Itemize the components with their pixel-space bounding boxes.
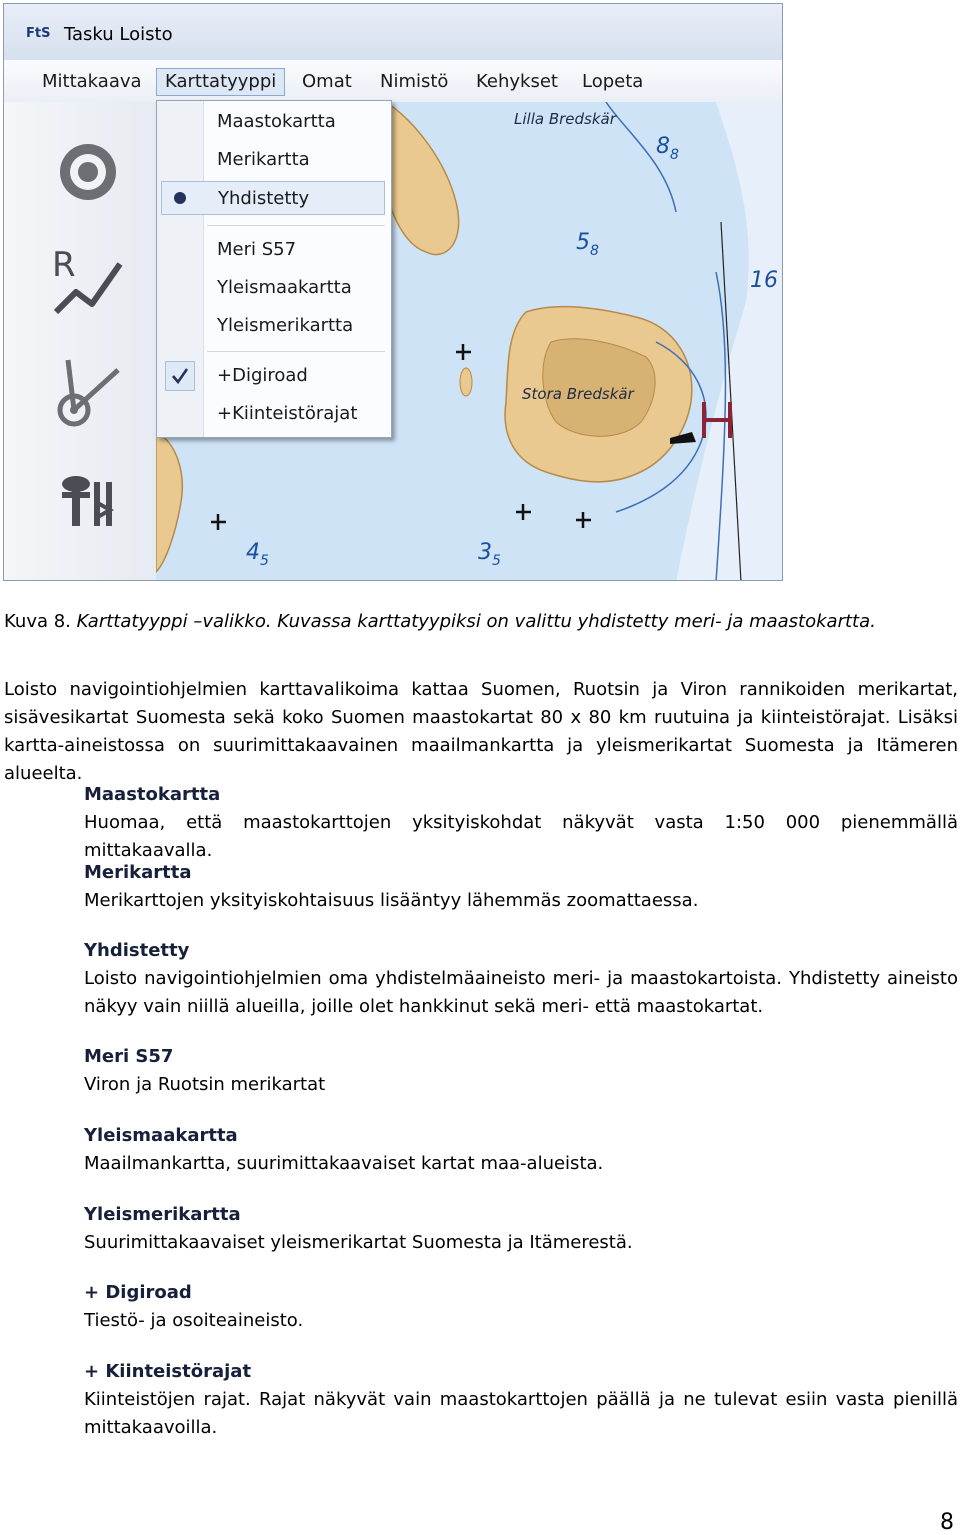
buoy-depth-icon[interactable]: [48, 462, 128, 542]
menu-option-yhdistetty[interactable]: Yhdistetty: [161, 181, 385, 215]
entry-merikartta: [84, 859, 958, 915]
entry-title: Yhdistetty: [84, 940, 190, 961]
caption-text: Karttatyyppi –valikko. Kuvassa karttatyypiksi on valittu yhdistetty meri- ja maastokartta.: [76, 611, 876, 632]
radio-selected-icon: [168, 186, 192, 210]
app-logo: FtS: [26, 26, 51, 41]
menu-nimisto[interactable]: Nimistö: [380, 71, 449, 92]
app-title: Tasku Loisto: [64, 24, 173, 45]
route-icon[interactable]: [48, 242, 128, 322]
depth-sounding: 16: [750, 268, 778, 293]
title-bar: [4, 4, 782, 60]
entry-kiinteistorajat: [84, 1358, 958, 1442]
entry-yleismerikartta: [84, 1201, 958, 1257]
menu-separator: [207, 225, 385, 226]
entry-body: Maailmankartta, suurimittakaavaiset kartat maa-alueista.: [84, 1153, 604, 1174]
entry-title: + Digiroad: [84, 1282, 192, 1303]
depth-sounding: $5_8$: [576, 230, 599, 259]
caption-prefix: Kuva 8.: [4, 611, 71, 632]
depth-sounding: $3_5$: [478, 540, 501, 569]
entry-yleismaakartta: [84, 1122, 958, 1178]
entry-digiroad: [84, 1279, 958, 1335]
menu-kehykset[interactable]: Kehykset: [476, 71, 558, 92]
menu-lopeta[interactable]: Lopeta: [582, 71, 644, 92]
depth-sounding: $8_8$: [656, 134, 679, 163]
entry-body: Merikarttojen yksityiskohtaisuus lisääntyy lähemmäs zoomattaessa.: [84, 890, 699, 911]
menu-option-kiinteistorajat[interactable]: +Kiinteistörajat: [217, 403, 358, 424]
menu-option-maastokartta[interactable]: Maastokartta: [217, 111, 336, 132]
depth-sounding: $4_5$: [246, 540, 269, 569]
entry-title: Merikartta: [84, 862, 192, 883]
entry-title: Maastokartta: [84, 784, 221, 805]
entry-title: Meri S57: [84, 1046, 174, 1067]
page-number: 8: [940, 1510, 954, 1535]
entry-title: Yleismaakartta: [84, 1125, 238, 1146]
entry-title: Yleismerikartta: [84, 1204, 241, 1225]
menu-bar: [4, 60, 782, 103]
menu-karttatyyppi[interactable]: Karttatyyppi: [156, 68, 285, 96]
menu-option-yleismerikartta[interactable]: Yleismerikartta: [217, 315, 354, 336]
menu-mittakaava[interactable]: Mittakaava: [42, 71, 142, 92]
entry-yhdistetty: [84, 937, 958, 1021]
entry-maastokartta: [84, 781, 958, 865]
svg-text:R: R: [52, 245, 76, 285]
checkmark-icon: [165, 361, 195, 391]
menu-option-digiroad[interactable]: +Digiroad: [161, 359, 385, 393]
karttatyyppi-dropdown: [156, 100, 392, 438]
entry-meri-s57: [84, 1043, 958, 1099]
figure-caption: [4, 611, 876, 632]
screenshot-figure: [0, 0, 790, 588]
menu-omat[interactable]: Omat: [302, 71, 352, 92]
entry-body: Suurimittakaavaiset yleismerikartat Suomesta ja Itämerestä.: [84, 1232, 633, 1253]
intro-paragraph: Loisto navigointiohjelmien karttavalikoima kattaa Suomen, Ruotsin ja Viron rannikoiden merikartat, sisävesikartat Suomesta sekä koko Suomen maastokartat 80 x 80 km ruutuina ja kiinteistörajat. Lisäksi kartta-aineistossa on suurimittakaavainen maailmankartta ja yleismerikartat Suomesta ja Itämeren alueelta.: [4, 679, 958, 784]
target-icon[interactable]: [48, 132, 128, 212]
entry-body: Kiinteistöjen rajat. Rajat näkyvät vain maastokarttojen päällä ja ne tulevat esiin vasta pienillä mittakaavoilla.: [84, 1389, 958, 1438]
menu-option-yleismaakartta[interactable]: Yleismaakartta: [217, 277, 352, 298]
entry-body: Tiestö- ja osoiteaineisto.: [84, 1310, 304, 1331]
entry-title: + Kiinteistörajat: [84, 1361, 252, 1382]
entry-body: Loisto navigointiohjelmien oma yhdistelmäaineisto meri- ja maastokartoista. Yhdistetty aineisto näkyy vain niillä alueilla, joille olet hankkinut sekä meri- että maastokartat.: [84, 968, 958, 1017]
menu-option-meri-s57[interactable]: Meri S57: [217, 239, 297, 260]
menu-option-merikartta[interactable]: Merikartta: [217, 149, 310, 170]
map-label-stora-bredskar: Stora Bredskär: [522, 385, 634, 403]
map-label-lilla-bredskar: Lilla Bredskär: [514, 110, 616, 128]
compass-icon[interactable]: [48, 352, 128, 432]
menu-separator: [207, 351, 385, 352]
entry-body: Huomaa, että maastokarttojen yksityiskohdat näkyvät vasta 1:50 000 pienemmällä mittakaavalla.: [84, 812, 958, 861]
side-toolbar: [4, 102, 157, 581]
app-window: [3, 3, 783, 581]
entry-body: Viron ja Ruotsin merikartat: [84, 1074, 326, 1095]
